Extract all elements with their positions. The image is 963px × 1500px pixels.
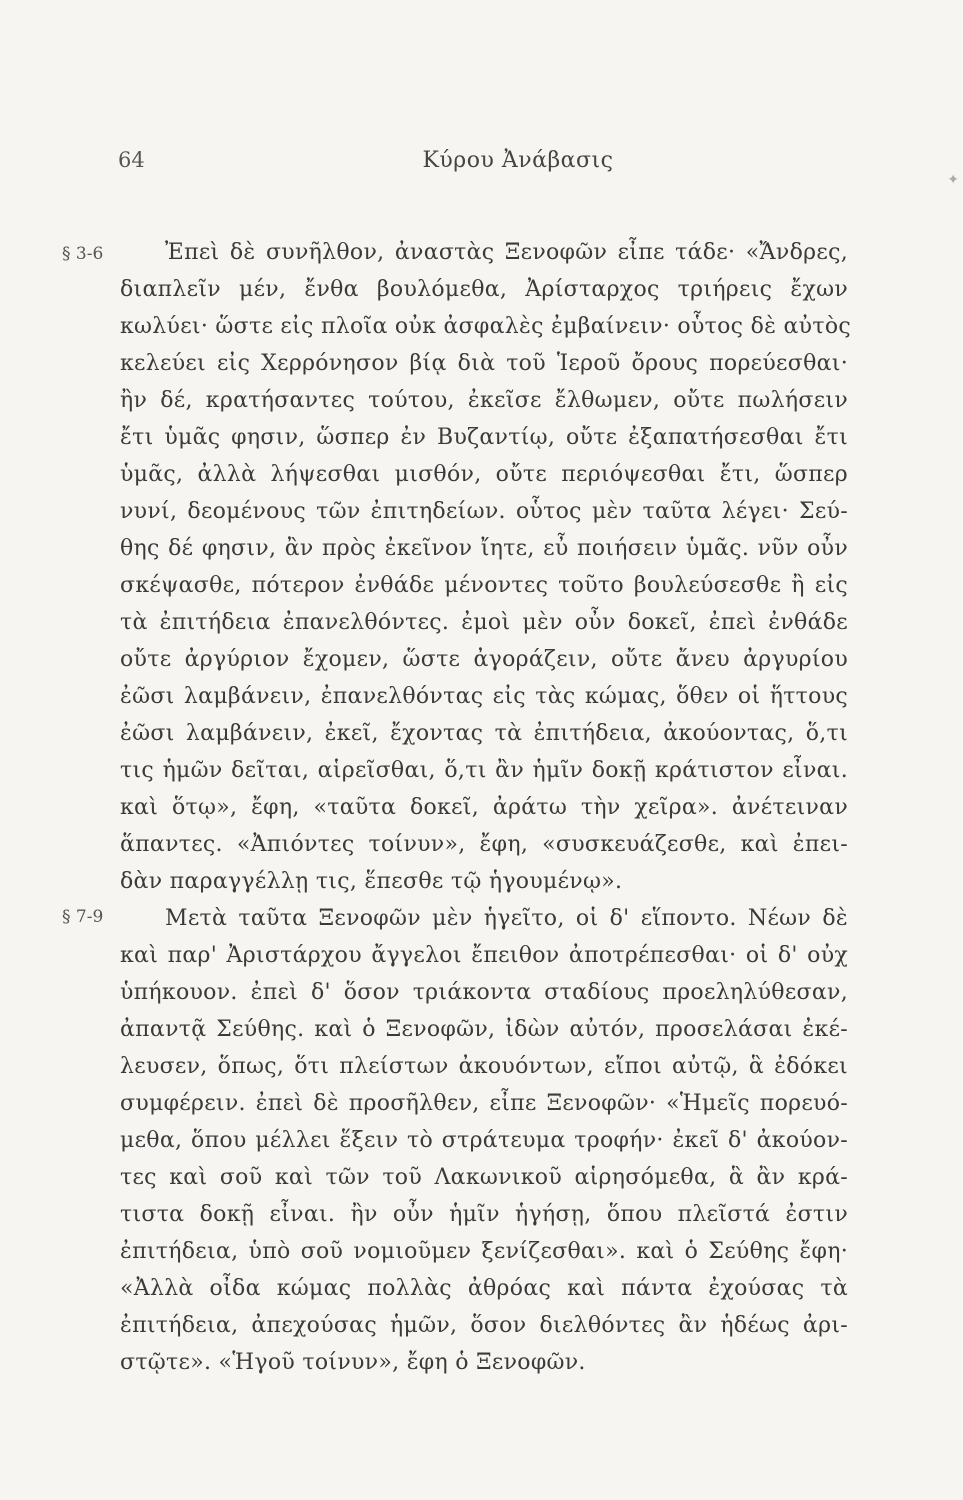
text-line: ἐπιτήδεια, ὑπὸ σοῦ νομιοῦμεν ξενίζεσθαι». καὶ ὁ Σεύθης ἔφη· (120, 1239, 848, 1264)
text-line: μεθα, ὅπου μέλλει ἕξειν τὸ στράτευμα τροφήν· ἐκεῖ δ' ἀκούον- (120, 1128, 848, 1153)
text-line: Ἐπεὶ δὲ συνῆλθον, ἀναστὰς Ξενοφῶν εἶπε τάδε· «Ἄνδρες, (165, 240, 848, 265)
section-marker: § 3-6 (62, 244, 104, 264)
text-line: ἐῶσι λαμβάνειν, ἐπανελθόντας εἰς τὰς κώμας, ὅθεν οἱ ἥττους (120, 684, 848, 709)
running-title: Κύρου Ἀνάβασις (422, 148, 614, 173)
text-line: τες καὶ σοῦ καὶ τῶν τοῦ Λακωνικοῦ αἱρησόμεθα, ἃ ἂν κρά- (120, 1165, 848, 1190)
text-line: σκέψασθε, πότερον ἐνθάδε μένοντες τοῦτο βουλεύσεσθε ἢ εἰς (120, 573, 848, 598)
text-line: κωλύει· ὥστε εἰς πλοῖα οὐκ ἀσφαλὲς ἐμβαίνειν· οὗτος δὲ αὐτὸς (120, 314, 851, 339)
text-line: ὑμᾶς, ἀλλὰ λήψεσθαι μισθόν, οὔτε περιόψεσθαι ἔτι, ὥσπερ (120, 462, 848, 487)
text-line: τιστα δοκῇ εἶναι. ἢν οὖν ἡμῖν ἡγήσῃ, ὅπου πλεῖστά ἐστιν (120, 1202, 848, 1227)
page-number: 64 (118, 148, 145, 172)
running-header (118, 148, 858, 182)
text-line: θης δέ φησιν, ἂν πρὸς ἐκεῖνον ἴητε, εὖ ποιήσειν ὑμᾶς. νῦν οὖν (120, 536, 848, 561)
text-line: ὑπήκουον. ἐπεὶ δ' ὅσον τριάκοντα σταδίους προεληλύθεσαν, (120, 980, 848, 1005)
section-marker: § 7-9 (62, 907, 104, 927)
text-line: «Ἀλλὰ οἶδα κώμας πολλὰς ἀθρόας καὶ πάντα ἐχούσας τὰ (120, 1276, 848, 1301)
text-line: συμφέρειν. ἐπεὶ δὲ προσῆλθεν, εἶπε Ξενοφῶν· «Ἡμεῖς πορευό- (120, 1091, 848, 1116)
text-line: διαπλεῖν μέν, ἔνθα βουλόμεθα, Ἀρίσταρχος τριήρεις ἔχων (120, 277, 848, 302)
text-line: νυνί, δεομένους τῶν ἐπιτηδείων. οὗτος μὲν ταῦτα λέγει· Σεύ- (120, 499, 848, 524)
text-line: ἐῶσι λαμβάνειν, ἐκεῖ, ἔχοντας τὰ ἐπιτήδεια, ἀκούοντας, ὅ,τι (120, 721, 848, 746)
text-line: λευσεν, ὅπως, ὅτι πλείστων ἀκουόντων, εἴποι αὐτῷ, ἃ ἐδόκει (120, 1054, 848, 1079)
text-line: δὰν παραγγέλλῃ τις, ἕπεσθε τῷ ἡγουμένῳ». (120, 869, 623, 894)
text-line: ἔτι ὑμᾶς φησιν, ὥσπερ ἐν Βυζαντίῳ, οὔτε ἐξαπατήσεσθαι ἔτι (120, 425, 848, 450)
text-line: στῷτε». «Ἡγοῦ τοίνυν», ἔφη ὁ Ξενοφῶν. (120, 1350, 586, 1375)
text-line: Μετὰ ταῦτα Ξενοφῶν μὲν ἡγεῖτο, οἱ δ' εἵποντο. Νέων δὲ (165, 906, 848, 931)
text-line: οὔτε ἀργύριον ἔχομεν, ὥστε ἀγοράζειν, οὔτε ἄνευ ἀργυρίου (120, 647, 848, 672)
page-edge-mark: ✦ (947, 172, 959, 188)
text-line: κελεύει εἰς Χερρόνησον βίᾳ διὰ τοῦ Ἱεροῦ ὄρους πορεύεσθαι· (120, 351, 848, 376)
text-line: τις ἡμῶν δεῖται, αἱρεῖσθαι, ὅ,τι ἂν ἡμῖν δοκῇ κράτιστον εἶναι. (120, 758, 848, 783)
text-line: ἐπιτήδεια, ἀπεχούσας ἡμῶν, ὅσον διελθόντες ἂν ἡδέως ἀρι- (120, 1313, 848, 1338)
text-line: καὶ ὅτῳ», ἔφη, «ταῦτα δοκεῖ, ἀράτω τὴν χεῖρα». ἀνέτειναν (120, 795, 848, 820)
text-line: καὶ παρ' Ἀριστάρχου ἄγγελοι ἔπειθον ἀποτρέπεσθαι· οἱ δ' οὐχ (120, 943, 848, 968)
text-line: τὰ ἐπιτήδεια ἐπανελθόντες. ἐμοὶ μὲν οὖν δοκεῖ, ἐπεὶ ἐνθάδε (120, 610, 848, 635)
text-line: ἅπαντες. «Ἀπιόντες τοίνυν», ἔφη, «συσκευάζεσθε, καὶ ἐπει- (120, 832, 848, 857)
text-line: ἀπαντᾷ Σεύθης. καὶ ὁ Ξενοφῶν, ἰδὼν αὐτόν, προσελάσαι ἐκέ- (120, 1017, 848, 1042)
text-line: ἢν δέ, κρατήσαντες τούτου, ἐκεῖσε ἔλθωμεν, οὔτε πωλήσειν (120, 388, 848, 413)
